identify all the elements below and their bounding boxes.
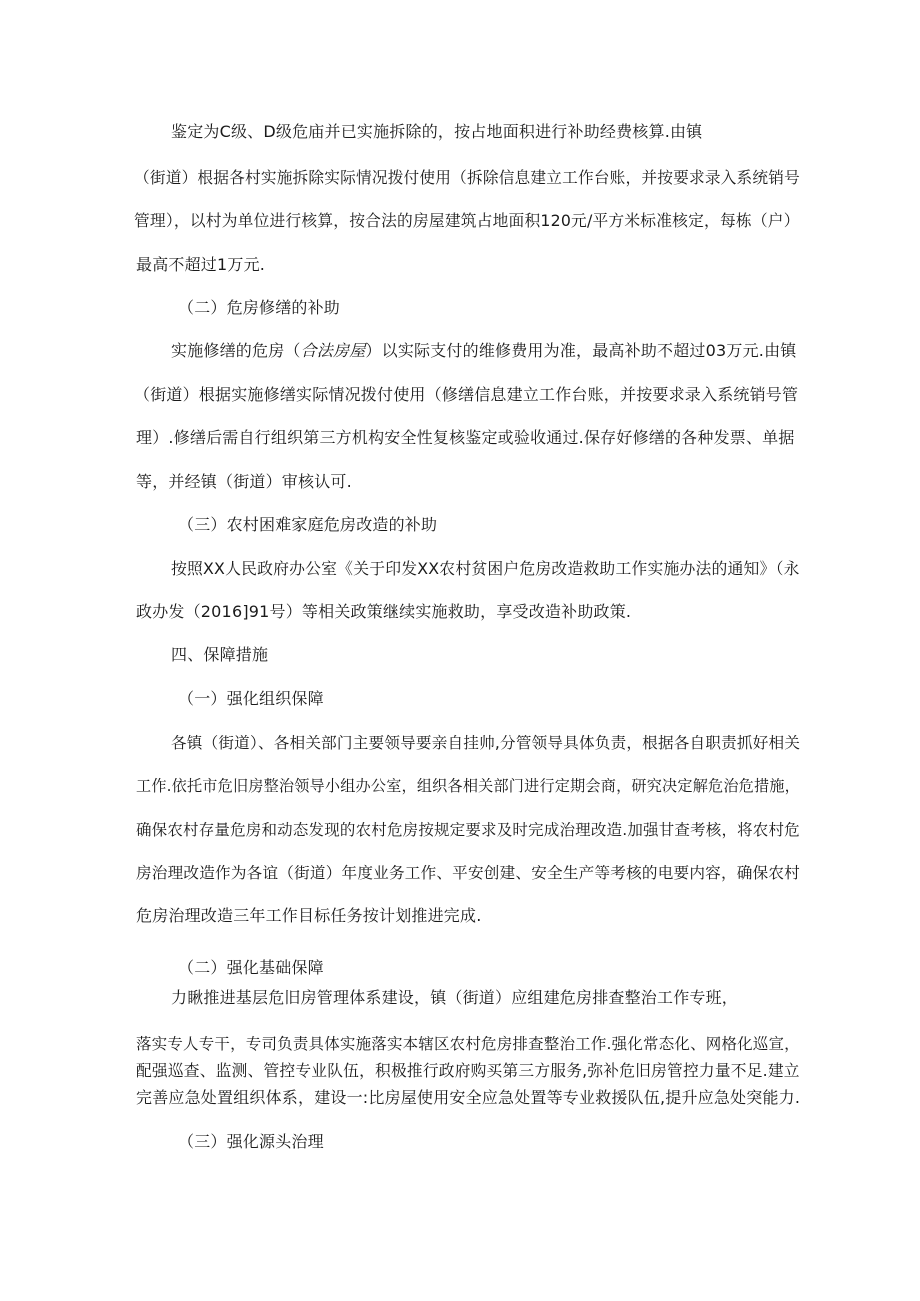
paragraph-line: 最高不超过1万元. xyxy=(136,255,266,274)
section-heading: （二）强化基础保障 xyxy=(178,958,324,977)
paragraph-line: 等，并经镇（街道）审核认可. xyxy=(136,472,352,491)
paragraph-line: 力瞅推进基层危旧房管理体系建设，镇（街道）应组建危房排查整治工作专班， xyxy=(171,988,739,1007)
paragraph-line: 各镇（街道）、各相关部门主要领导要亲自挂帅,分管领导具体负责，根据各自职责抓好相关 xyxy=(171,734,801,752)
paragraph-line: 工作.依托市危旧房整治领导小组办公室，组织各相关部门进行定期会商，研究决定解危治危措施， xyxy=(136,777,800,795)
text-run: ）以实际支付的维修费用为准，最高补助不超过03万元.由镇 xyxy=(365,341,797,360)
paragraph-line: 确保农村存量危房和动态发现的农村危房按规定要求及时完成治理改造.加强甘查考核，将农村危 xyxy=(136,821,800,839)
paragraph-line: （街道）根据各村实施拆除实际情况拨付使用（拆除信息建立工作台账，并按要求录入系统销号 xyxy=(134,168,800,187)
paragraph-line: 按照XX人民政府办公室《关于印发XX农村贫困户危房改造救助工作实施办法的通知》（永 xyxy=(171,559,800,578)
paragraph-line: （街道）根据实施修缮实际情况拨付使用（修缮信息建立工作台账，并按要求录入系统销号管 xyxy=(134,385,799,404)
section-heading: （三）强化源头治理 xyxy=(178,1132,324,1151)
section-heading: （三）农村困难家庭危房改造的补助 xyxy=(178,515,438,534)
text-run: 实施修缮的危房（ xyxy=(171,341,301,360)
paragraph-line: 落实专人专干，专司负责具体实施落实本辖区农村危房排查整治工作.强化常态化、网格化巡宣， xyxy=(136,1035,800,1053)
paragraph-line: 管理），以村为单位进行核算，按合法的房屋建筑占地面积120元/平方米标准核定，每栋（户） xyxy=(134,211,800,230)
chapter-heading: 四、保障措施 xyxy=(171,645,269,664)
paragraph-line: 配强巡查、监测、管控专业队伍，积极推行政府购买第三方服务,弥补危旧房管控力量不足.建立 xyxy=(136,1061,800,1080)
section-heading: （二）危房修缮的补助 xyxy=(178,298,341,317)
paragraph-line: 鉴定为C级、D级危庙并已实施拆除的，按占地面积进行补助经费核算.由镇 xyxy=(171,122,703,141)
paragraph-line: 房治理改造作为各谊（街道）年度业务工作、平安创建、安全生产等考核的电要内容，确保农村 xyxy=(136,864,800,882)
italic-text-run: 合法房屋 xyxy=(300,341,366,360)
paragraph-line: 完善应急处置组织体系，建设一:比房屋使用安全应急处置等专业救援队伍,提升应急处突能力. xyxy=(136,1088,801,1107)
paragraph-line: 政办发（2016]91号）等相关政策继续实施救助，享受改造补助政策. xyxy=(136,602,632,621)
paragraph-line: 危房治理改造三年工作目标任务按计划推进完成. xyxy=(136,906,482,925)
paragraph-line: 理）.修缮后需自行组织第三方机构安全性复核鉴定或验收通过.保存好修缮的各种发票、单据 xyxy=(136,428,795,447)
section-heading: （一）强化组织保障 xyxy=(178,689,324,708)
paragraph-line xyxy=(171,341,796,361)
